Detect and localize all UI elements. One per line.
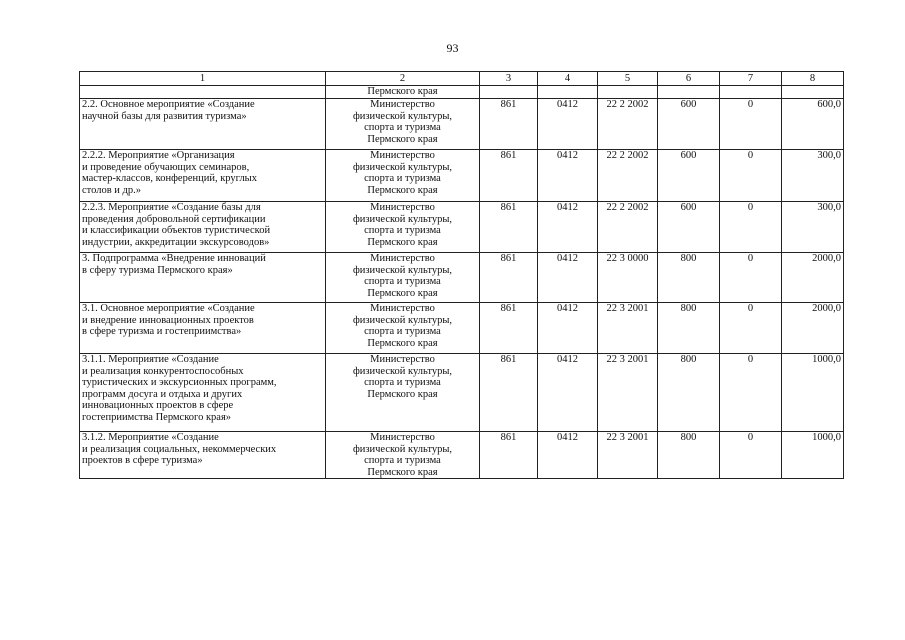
- row-c8: 300,0: [782, 202, 844, 253]
- header-col-5: 5: [598, 72, 658, 86]
- row-name: [80, 432, 326, 479]
- row-c7: 0: [720, 253, 782, 303]
- row-c7: 0: [720, 354, 782, 432]
- page-number: 93: [446, 41, 459, 55]
- row-name: [80, 99, 326, 150]
- row-org: [326, 432, 480, 479]
- row-org-line: физической культуры,: [352, 110, 453, 122]
- row-org: [326, 202, 480, 253]
- row-c6: 800: [658, 354, 720, 432]
- row-name-line: 2.2.2. Мероприятие «Организация: [82, 150, 235, 161]
- row-name-line: и проведение обучающих семинаров,: [82, 161, 250, 173]
- row-name: [80, 354, 326, 432]
- row-c5: 22 3 2001: [598, 303, 658, 354]
- row-org-line: Министерство: [370, 253, 435, 264]
- row-c6: 600: [658, 202, 720, 253]
- row-org: [326, 253, 480, 303]
- row-c7: 0: [720, 432, 782, 479]
- row-c4: 0412: [538, 303, 598, 354]
- row-c8: 2000,0: [782, 253, 844, 303]
- row-name-line: в сфере туризма и гостеприимства»: [82, 326, 242, 337]
- row-org-line: спорта и туризма: [364, 326, 441, 337]
- row-name-line: 3.1.1. Мероприятие «Создание: [82, 354, 219, 365]
- row-c5: 22 2 2002: [598, 150, 658, 202]
- row-c5: 22 3 2001: [598, 432, 658, 479]
- row-c6: 600: [658, 99, 720, 150]
- row-c8: 300,0: [782, 150, 844, 202]
- row-org-line: спорта и туризма: [364, 225, 441, 236]
- row-org-line: физической культуры,: [352, 213, 453, 225]
- row-org-line: Министерство: [370, 354, 435, 365]
- row-c6: 600: [658, 150, 720, 202]
- row-org-line: Пермского края: [367, 388, 438, 400]
- header-col-3: 3: [480, 72, 538, 86]
- table-row: [80, 303, 844, 354]
- row-org-line: физической культуры,: [352, 365, 453, 377]
- row-name: [80, 150, 326, 202]
- row-name-line: 2.2.3. Мероприятие «Создание базы для: [82, 202, 261, 213]
- row-org-line: Министерство: [370, 202, 435, 213]
- row-name-line: 2.2. Основное мероприятие «Создание: [82, 99, 255, 110]
- row-c4: 0412: [538, 202, 598, 253]
- row-c3: 861: [480, 303, 538, 354]
- row-name: [80, 303, 326, 354]
- row-org-line: спорта и туризма: [364, 173, 441, 184]
- row-c7: 0: [720, 202, 782, 253]
- row-org-line: Пермского края: [367, 184, 438, 196]
- row-org: [326, 150, 480, 202]
- table-row: [80, 253, 844, 303]
- row-c5: 22 3 0000: [598, 253, 658, 303]
- row-org: [326, 303, 480, 354]
- row-name-line: и реализация конкурентоспособных: [82, 365, 244, 377]
- row-c7: 0: [720, 99, 782, 150]
- row-name-line: столов и др.»: [82, 184, 142, 196]
- table-row: [80, 354, 844, 432]
- row-c4: 0412: [538, 99, 598, 150]
- row-c6: 800: [658, 303, 720, 354]
- header-col-1: 1: [80, 72, 326, 86]
- row-org-line: спорта и туризма: [364, 122, 441, 133]
- row-c4: 0412: [538, 253, 598, 303]
- row-c5: 22 2 2002: [598, 99, 658, 150]
- row-org-line: Пермского края: [367, 236, 438, 248]
- row-org-line: Пермского края: [367, 466, 438, 478]
- row-c8: 1000,0: [782, 354, 844, 432]
- row-c3: 861: [480, 150, 538, 202]
- row-c6: 800: [658, 432, 720, 479]
- header-col-2: 2: [326, 72, 480, 86]
- row-name-line: и классификации объектов туристической: [82, 225, 271, 236]
- header-row: [80, 72, 844, 86]
- row-name-line: гостеприимства Пермского края»: [82, 411, 232, 423]
- row-name-line: 3.1. Основное мероприятие «Создание: [82, 303, 255, 314]
- row-org-line: Пермского края: [367, 133, 438, 145]
- row-name-line: проведения добровольной сертификации: [82, 213, 266, 225]
- row-c4: 0412: [538, 150, 598, 202]
- row-name-line: мастер-классов, конференций, круглых: [82, 173, 257, 184]
- carry-over-row: [80, 86, 844, 99]
- row-c3: 861: [480, 202, 538, 253]
- row-org-line: спорта и туризма: [364, 455, 441, 466]
- row-c4: 0412: [538, 432, 598, 479]
- row-c3: 861: [480, 99, 538, 150]
- row-name-line: проектов в сфере туризма»: [82, 455, 203, 466]
- row-org-line: Пермского края: [367, 287, 438, 299]
- row-c8: 1000,0: [782, 432, 844, 479]
- header-col-7: 7: [720, 72, 782, 86]
- header-col-6: 6: [658, 72, 720, 86]
- row-c5: 22 3 2001: [598, 354, 658, 432]
- row-org-line: Пермского края: [367, 337, 438, 349]
- row-org-line: физической культуры,: [352, 443, 453, 455]
- row-name-line: 3.1.2. Мероприятие «Создание: [82, 432, 219, 443]
- row-name-line: научной базы для развития туризма»: [82, 110, 247, 122]
- row-org-line: Министерство: [370, 432, 435, 443]
- carry-over-org: Пермского края: [326, 86, 480, 99]
- row-name-line: программ досуга и отдыха и других: [82, 388, 243, 400]
- row-org: [326, 99, 480, 150]
- table-row: [80, 432, 844, 479]
- row-name-line: и реализация социальных, некоммерческих: [82, 443, 277, 455]
- header-col-8: 8: [782, 72, 844, 86]
- table-row: [80, 99, 844, 150]
- row-name-line: инновационных проектов в сфере: [82, 400, 234, 411]
- row-c3: 861: [480, 253, 538, 303]
- row-org-line: Министерство: [370, 99, 435, 110]
- carry-over-name: [80, 86, 326, 99]
- row-org-line: спорта и туризма: [364, 276, 441, 287]
- row-name-line: 3. Подпрограмма «Внедрение инноваций: [82, 253, 266, 264]
- row-name-line: в сферу туризма Пермского края»: [82, 264, 233, 276]
- row-c7: 0: [720, 303, 782, 354]
- row-name-line: туристических и экскурсионных программ,: [82, 377, 277, 388]
- row-name-line: индустрии, аккредитации экскурсоводов»: [82, 236, 270, 248]
- header-col-4: 4: [538, 72, 598, 86]
- row-name: [80, 253, 326, 303]
- table-row: [80, 202, 844, 253]
- row-c7: 0: [720, 150, 782, 202]
- row-c4: 0412: [538, 354, 598, 432]
- row-c3: 861: [480, 354, 538, 432]
- row-c6: 800: [658, 253, 720, 303]
- row-org-line: Министерство: [370, 150, 435, 161]
- budget-table: [79, 71, 844, 479]
- row-org-line: Министерство: [370, 303, 435, 314]
- row-c8: 2000,0: [782, 303, 844, 354]
- row-org-line: физической культуры,: [352, 161, 453, 173]
- row-org-line: спорта и туризма: [364, 377, 441, 388]
- row-name-line: и внедрение инновационных проектов: [82, 314, 254, 326]
- row-org-line: физической культуры,: [352, 264, 453, 276]
- row-name: [80, 202, 326, 253]
- table-row: [80, 150, 844, 202]
- row-org-line: физической культуры,: [352, 314, 453, 326]
- row-c8: 600,0: [782, 99, 844, 150]
- row-c5: 22 2 2002: [598, 202, 658, 253]
- row-c3: 861: [480, 432, 538, 479]
- row-org: [326, 354, 480, 432]
